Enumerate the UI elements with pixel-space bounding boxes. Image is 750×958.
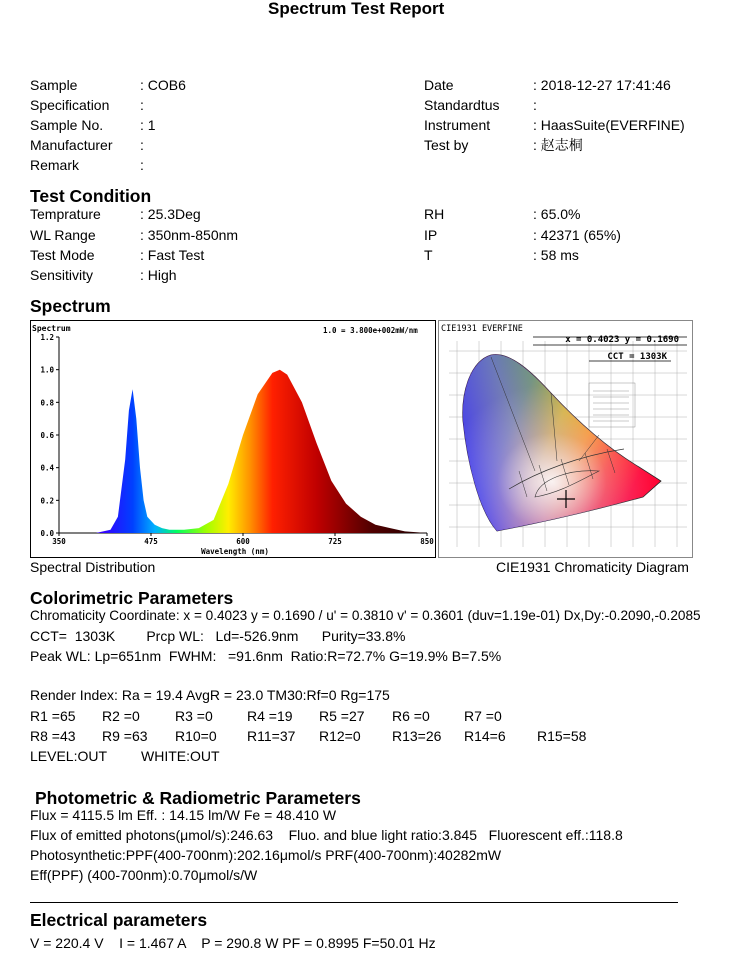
cie-cct-readout: CCT = 1303K [607,352,667,362]
r-value: R6 =0 [392,708,430,724]
level-status: LEVEL:OUT [30,748,108,764]
r-value: R4 =19 [247,708,293,724]
r-value: R2 =0 [102,708,140,724]
info-label: Test by [424,137,469,153]
condition-value: : 58 ms [533,247,579,263]
condition-label: T [424,247,433,263]
r-value: R15=58 [537,728,587,744]
r-value: R7 =0 [464,708,502,724]
r-value: R5 =27 [319,708,365,724]
x-tick-label: 600 [236,537,250,546]
x-tick-label: 725 [328,537,342,546]
r-value: R14=6 [464,728,506,744]
white-status: WHITE:OUT [141,748,220,764]
photosynthetic-line: Photosynthetic:PPF(400-700nm):202.16μmol/s PRF(400-700nm):40282mW [30,847,502,863]
x-tick-label: 475 [144,537,158,546]
r-value: R13=26 [392,728,442,744]
r-value: R8 =43 [30,728,76,744]
condition-label: Sensitivity [30,267,94,283]
r-value: R3 =0 [175,708,213,724]
x-tick-label: 850 [420,537,434,546]
info-label: Manufacturer [30,137,113,153]
info-value: : [140,137,144,153]
condition-value: : 65.0% [533,206,581,222]
info-label: Sample No. [30,117,104,133]
condition-label: Test Mode [30,247,95,263]
y-tick-label: 0.0 [40,529,54,538]
info-label: Instrument [424,117,491,133]
y-tick-label: 1.2 [40,333,54,342]
y-tick-label: 0.2 [40,496,54,506]
photons-line: Flux of emitted photons(μmol/s):246.63 Fluo. and blue light ratio:3.845 Fluorescent eff.:118.8 [30,827,623,843]
info-value: : 2018-12-27 17:41:46 [533,77,671,93]
spectrum-area [59,370,427,533]
spectral-distribution-caption: Spectral Distribution [30,559,156,575]
condition-label: RH [424,206,445,222]
cie-diagram [438,320,693,558]
condition-value: : 42371 (65%) [533,227,621,243]
info-label: Remark [30,157,80,173]
photometric-heading: Photometric & Radiometric Parameters [35,788,361,808]
condition-label: Temprature [30,206,101,222]
r-value: R11=37 [247,728,296,744]
cie-header: CIE1931 EVERFINE [441,324,523,334]
info-value: : 赵志桐 [533,137,583,153]
electrical-line: V = 220.4 V I = 1.467 A P = 290.8 W PF = 0.8995 F=50.01 Hz [30,935,436,951]
info-label: Date [424,77,454,93]
condition-label: WL Range [30,227,96,243]
condition-label: IP [424,227,438,243]
eff-ppf-line: Eff(PPF) (400-700nm):0.70μmol/s/W [30,867,258,883]
colorimetric-heading: Colorimetric Parameters [30,588,234,608]
r-value: R9 =63 [102,728,148,744]
spectrum-chart-title: Spectrum [32,324,71,333]
spectrum-chart [30,320,436,558]
x-tick-label: 350 [52,537,66,546]
peak-wl-line: Peak WL: Lp=651nm FWHM: =91.6nm Ratio:R=72.7% G=19.9% B=7.5% [30,648,502,664]
spectrum-heading: Spectrum [30,296,111,316]
render-index-line: Render Index: Ra = 19.4 AvgR = 23.0 TM30:Rf=0 Rg=175 [30,687,390,703]
info-label: Standardtus [424,97,500,113]
info-value: : 1 [140,117,156,133]
condition-value: : 350nm-850nm [140,227,239,243]
r-value: R1 =65 [30,708,76,724]
divider [30,902,678,903]
cie-caption: CIE1931 Chromaticity Diagram [496,559,689,575]
y-tick-label: 1.0 [40,365,54,375]
info-value: : HaasSuite(EVERFINE) [533,117,685,133]
r-value: R10=0 [175,728,217,744]
condition-value: : 25.3Deg [140,206,201,222]
test-condition-heading: Test Condition [30,186,152,206]
info-label: Specification [30,97,110,113]
flux-line: Flux = 4115.5 lm Eff. : 14.15 lm/W Fe = 48.410 W [30,807,337,823]
condition-value: : Fast Test [140,247,205,263]
cie-xy-readout: x = 0.4023 y = 0.1690 [565,335,679,345]
scale-note: 1.0 = 3.800e+002mW/nm [323,326,418,335]
info-label: Sample [30,77,78,93]
info-value: : [533,97,537,113]
condition-value: : High [140,267,177,283]
cct-line: CCT= 1303K Prcp WL: Ld=-526.9nm Purity=33.8% [30,628,406,644]
electrical-heading: Electrical parameters [30,910,208,930]
cie-white-center [463,354,661,531]
info-value: : [140,157,144,173]
cie-legend [589,383,635,427]
y-tick-label: 0.4 [40,463,54,473]
report-title: Spectrum Test Report [268,0,445,18]
chromaticity-line: Chromaticity Coordinate: x = 0.4023 y = 0.1690 / u' = 0.3810 v' = 0.3601 (duv=1.19e-01) Dx,Dy:-0.2090,-0.2085 [30,608,701,623]
info-value: : COB6 [140,77,186,93]
info-value: : [140,97,144,113]
y-tick-label: 0.8 [40,398,54,408]
x-axis-label: Wavelength (nm) [201,547,269,556]
r-value: R12=0 [319,728,361,744]
spectrum-plot [31,321,435,557]
cie-plot [439,321,692,557]
y-tick-label: 0.6 [40,431,54,440]
